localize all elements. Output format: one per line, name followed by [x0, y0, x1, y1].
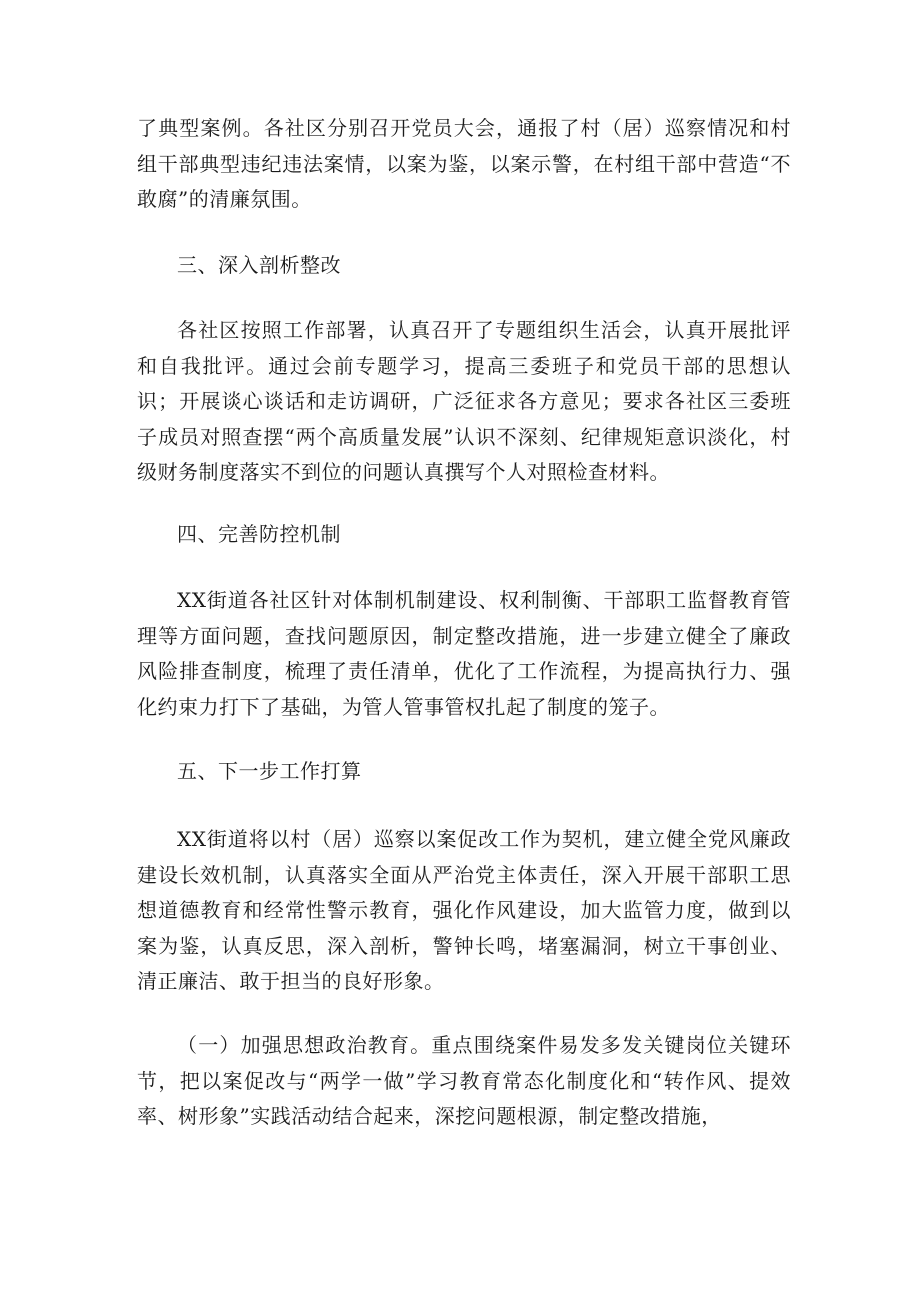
paragraph-rectification: 各社区按照工作部署，认真召开了专题组织生活会，认真开展批评和自我批评。通过会前专题学习，提高三委班子和党员干部的思想认识；开展谈心谈话和走访调研，广泛征求各方意见；要求各社区三委班子成员对照查摆“两个高质量发展”认识不深刻、纪律规矩意识淡化，村级财务制度落实不到位的问题认真撰写个人对照检查材料。 — [137, 318, 791, 484]
heading-section-3: 三、深入剖析整改 — [177, 253, 341, 277]
paragraph-typical-cases: 了典型案例。各社区分别召开党员大会，通报了村（居）巡察情况和村组干部典型违纪违法案情，以案为鉴，以案示警，在村组干部中营造“不敢腐”的清廉氛围。 — [137, 116, 791, 211]
heading-section-4: 四、完善防控机制 — [177, 522, 341, 546]
paragraph-prevention: XX街道各社区针对体制机制建设、权利制衡、干部职工监督教育管理等方面问题，查找问题原因，制定整改措施，进一步建立健全了廉政风险排查制度，梳理了责任清单，优化了工作流程，为提高执行力、强化约束力打下了基础，为管人管事管权扎起了制度的笼子。 — [137, 588, 791, 719]
heading-section-5: 五、下一步工作打算 — [177, 759, 362, 783]
paragraph-political-education: （一）加强思想政治教育。重点围绕案件易发多发关键岗位关键环节，把以案促改与“两学一做”学习教育常态化制度化和“转作风、提效率、树形象”实践活动结合起来，深挖问题根源，制定整改措施， — [137, 1033, 791, 1128]
paragraph-next-steps: XX街道将以村（居）巡察以案促改工作为契机，建立健全党风廉政建设长效机制，认真落实全面从严治党主体责任，深入开展干部职工思想道德教育和经常性警示教育，强化作风建设，加大监管力度，做到以案为鉴，认真反思，深入剖析，警钟长鸣，堵塞漏洞，树立干事创业、清正廉洁、敢于担当的良好形象。 — [137, 827, 791, 993]
